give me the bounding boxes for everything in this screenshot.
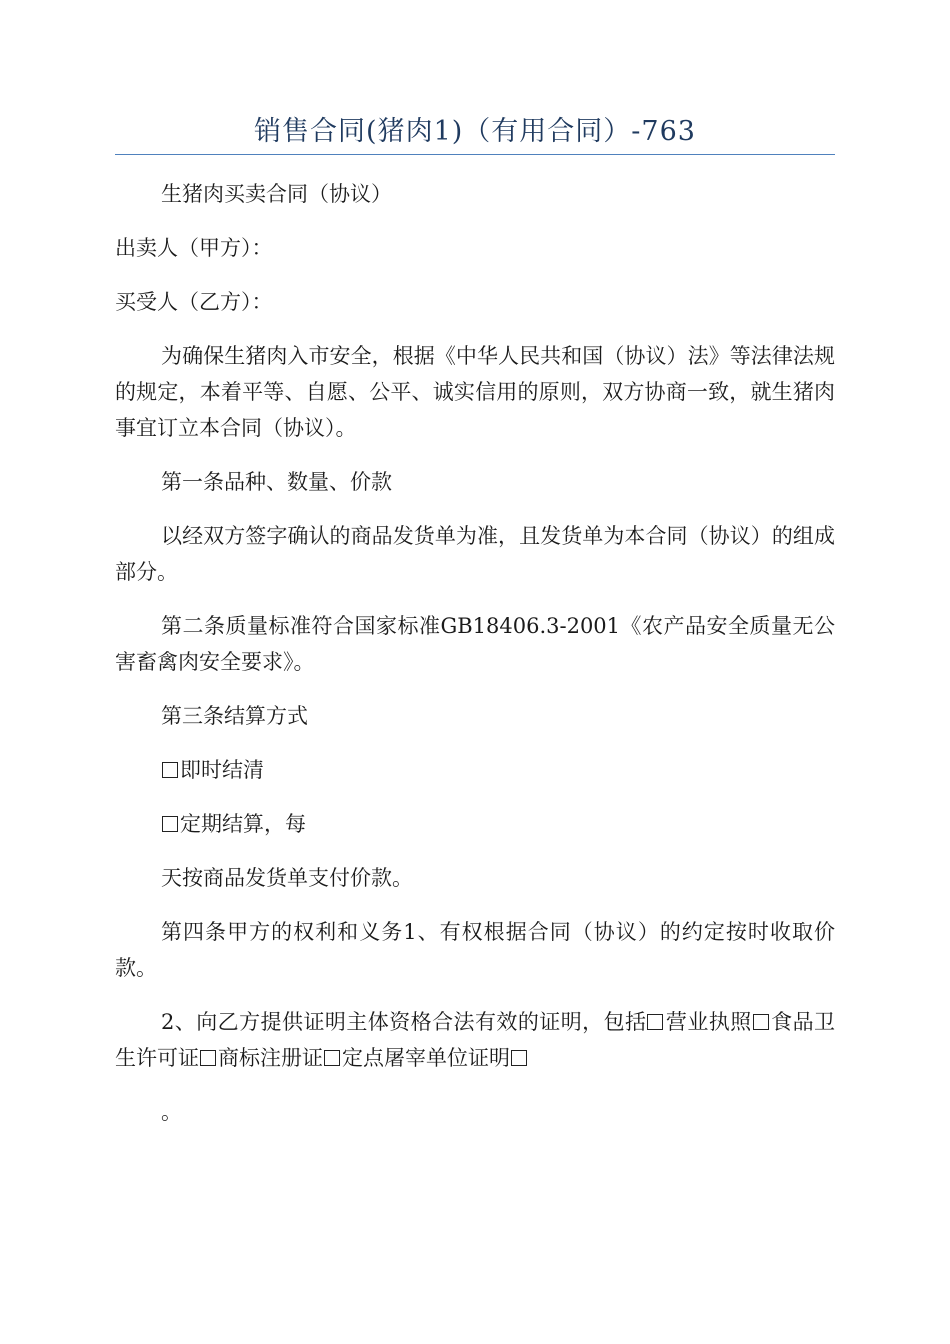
title-underline xyxy=(115,154,835,155)
document-body xyxy=(115,176,835,1148)
paragraph-article-1-body: 以经双方签字确认的商品发货单为准，且发货单为本合同（协议）的组成部分。 xyxy=(115,524,835,584)
paragraph-payment-terms: 天按商品发货单支付价款。 xyxy=(161,866,413,890)
paragraph-article-4: 第四条甲方的权利和义务1、有权根据合同（协议）的约定按时收取价款。 xyxy=(115,920,835,980)
paragraph-article-2: 第二条质量标准符合国家标准GB18406.3-2001《农产品安全质量无公害畜禽肉安全要求》。 xyxy=(115,614,835,674)
paragraph-article-3-heading: 第三条结算方式 xyxy=(161,704,308,728)
certificate-slaughter-unit: 定点屠宰单位证明 xyxy=(342,1046,510,1070)
paragraph-seller: 出卖人（甲方）： xyxy=(115,236,273,260)
certificate-trademark: 商标注册证 xyxy=(218,1046,323,1070)
paragraph-contract-name: 生猪肉买卖合同（协议） xyxy=(161,182,392,206)
paragraph-certificates xyxy=(115,1004,835,1076)
option-periodic-label: 定期结算，每 xyxy=(180,812,306,836)
certificate-business-license: 营业执照 xyxy=(665,1010,752,1034)
paragraph-option-immediate xyxy=(115,752,835,788)
checkbox-periodic-settlement[interactable] xyxy=(162,816,178,832)
certificate-food-hygiene-permit: 食品卫生许可证 xyxy=(115,1010,836,1070)
document-title: 销售合同(猪肉1)（有用合同）-763 xyxy=(254,116,696,147)
paragraph-article-1-heading: 第一条品种、数量、价款 xyxy=(161,470,392,494)
certificates-intro: 2、向乙方提供证明主体资格合法有效的证明，包括 xyxy=(161,1010,647,1034)
paragraph-option-periodic xyxy=(115,806,835,842)
checkbox-food-hygiene-permit[interactable] xyxy=(753,1014,769,1030)
paragraph-trailing-period: 。 xyxy=(161,1100,182,1124)
checkbox-business-license[interactable] xyxy=(647,1014,663,1030)
checkbox-other-certificate[interactable] xyxy=(511,1050,527,1066)
checkbox-immediate-settlement[interactable] xyxy=(162,762,178,778)
paragraph-buyer: 买受人（乙方）： xyxy=(115,290,273,314)
checkbox-trademark-certificate[interactable] xyxy=(200,1050,216,1066)
checkbox-slaughter-certificate[interactable] xyxy=(324,1050,340,1066)
option-immediate-label: 即时结清 xyxy=(180,758,264,782)
paragraph-preamble: 为确保生猪肉入市安全，根据《中华人民共和国（协议）法》等法律法规的规定，本着平等、自愿、公平、诚实信用的原则，双方协商一致，就生猪肉事宜订立本合同（协议）。 xyxy=(115,344,835,440)
